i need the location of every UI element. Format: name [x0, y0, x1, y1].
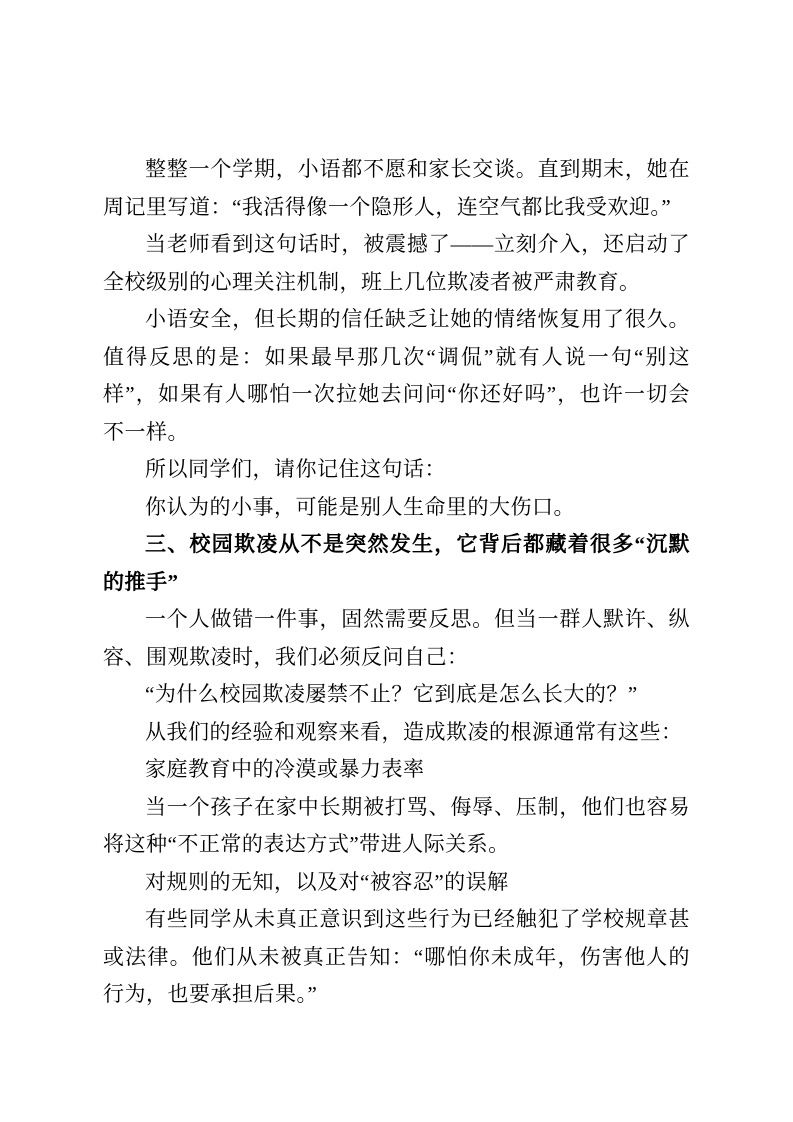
paragraph: 所以同学们，请你记住这句话：: [145, 457, 446, 481]
paragraph: 从我们的经验和观察来看，造成欺凌的根源通常有这些：: [145, 719, 683, 744]
paragraph: 你认为的小事，可能是别人生命里的大伤口。: [145, 494, 575, 519]
paragraph: 当一个孩子在家中长期被打骂、侮辱、压制，他们也容易将这种“不正常的表达方式”带进人际关系。: [103, 794, 690, 856]
paragraph: 当老师看到这句话时，被震撼了——立刻介入，还启动了全校级别的心理关注机制，班上几位欺凌者被严肃教育。: [103, 232, 690, 294]
paragraph: 小语安全，但长期的信任缺乏让她的情绪恢复用了很久。值得反思的是：如果最早那几次“调侃”就有人说一句“别这样”，如果有人哪怕一次拉她去问问“你还好吗”，也许一切会不一样。: [103, 307, 690, 444]
paragraph: 整整一个学期，小语都不愿和家长交谈。直到期末，她在周记里写道：“我活得像一个隐形人，连空气都比我受欢迎。”: [103, 157, 690, 219]
paragraph: 家庭教育中的冷漠或暴力表率: [145, 757, 425, 781]
paragraph: 对规则的无知，以及对“被容忍”的误解: [145, 869, 509, 894]
document-body: [103, 151, 690, 1014]
paragraph: 有些同学从未真正意识到这些行为已经触犯了学校规章甚或法律。他们从未被真正告知：“哪怕你未成年，伤害他人的行为，也要承担后果。”: [103, 907, 690, 1006]
paragraph: “为什么校园欺凌屡禁不止？它到底是怎么长大的？”: [145, 682, 638, 706]
paragraph: 一个人做错一件事，固然需要反思。但当一群人默许、纵容、围观欺凌时，我们必须反问自己：: [103, 607, 690, 669]
section-heading: 三、校园欺凌从不是突然发生，它背后都藏着很多“沉默的推手”: [103, 532, 690, 594]
